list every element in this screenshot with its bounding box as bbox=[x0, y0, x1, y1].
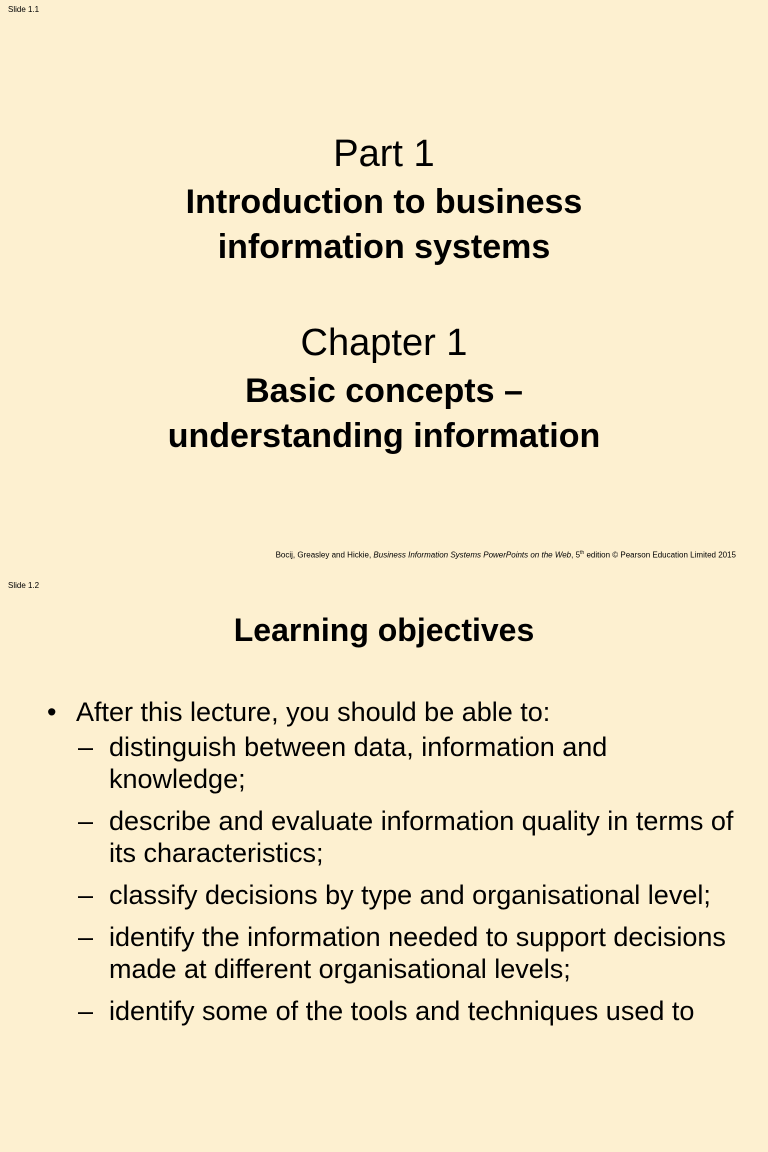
objectives-list bbox=[47, 696, 747, 1037]
footer-authors: Bocij, Greasley and Hickie, bbox=[275, 550, 374, 560]
chapter-subtitle bbox=[0, 369, 768, 459]
part-title: Part 1 bbox=[333, 133, 435, 175]
slide-number: Slide 1.1 bbox=[8, 5, 40, 14]
dash-icon: – bbox=[78, 880, 94, 910]
chapter-subtitle-line: understanding information bbox=[167, 417, 601, 455]
intro-text: After this lecture, you should be able to: bbox=[76, 697, 551, 727]
slide-title: Learning objectives bbox=[233, 612, 535, 648]
part-subtitle-line: Introduction to business bbox=[185, 183, 583, 221]
objective-text: describe and evaluate information quality in terms of its characteristics; bbox=[109, 806, 734, 868]
objective-text: classify decisions by type and organisational level; bbox=[109, 880, 711, 910]
list-item bbox=[47, 696, 747, 728]
footer-book-title: Business Information Systems PowerPoints on the Web bbox=[373, 550, 572, 560]
dash-icon: – bbox=[78, 922, 94, 952]
list-item bbox=[47, 995, 747, 1027]
footer-publisher: edition © Pearson Education Limited 2015 bbox=[584, 550, 736, 560]
part-subtitle-line: information systems bbox=[217, 228, 551, 266]
chapter-title: Chapter 1 bbox=[300, 322, 468, 364]
slide-number: Slide 1.2 bbox=[8, 581, 40, 590]
footer-edition: , 5 bbox=[571, 550, 581, 560]
dash-icon: – bbox=[78, 732, 94, 762]
list-item bbox=[47, 805, 747, 869]
chapter-subtitle-line: Basic concepts – bbox=[245, 372, 523, 410]
dash-icon: – bbox=[78, 806, 94, 836]
part-subtitle bbox=[0, 180, 768, 270]
objective-text: identify the information needed to support decisions made at different organisational levels; bbox=[109, 922, 726, 984]
objective-sublist bbox=[47, 731, 747, 1027]
list-item bbox=[47, 921, 747, 985]
objective-text: identify some of the tools and techniques used to bbox=[109, 996, 695, 1026]
footer-edition-suffix: th bbox=[580, 550, 585, 556]
list-item bbox=[47, 879, 747, 911]
slide-2 bbox=[0, 576, 768, 1152]
bullet-icon: • bbox=[47, 697, 57, 727]
copyright-footer bbox=[276, 550, 736, 560]
list-item bbox=[47, 731, 747, 795]
dash-icon: – bbox=[78, 996, 94, 1026]
objective-text: distinguish between data, information and knowledge; bbox=[109, 732, 608, 794]
